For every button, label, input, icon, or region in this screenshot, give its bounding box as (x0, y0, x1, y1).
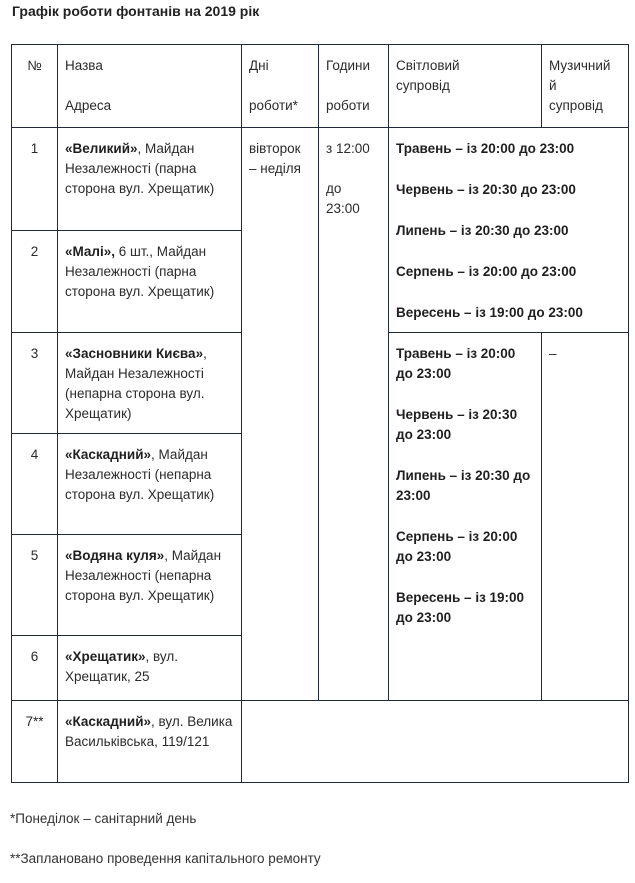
row-num: 5 (12, 535, 58, 636)
fountain-address: , Майдан Незалежності (непарна сторона вул. Хрещатик) (65, 447, 215, 502)
light-line: Травень – із 20:00 до 23:00 (396, 346, 516, 381)
header-hours (319, 45, 389, 128)
fountain-address: , вул. Хрещатик, 25 (65, 649, 178, 684)
fountain-cell (58, 434, 242, 535)
fountain-name: «Каскадний» (65, 714, 152, 729)
fountain-name: «Каскадний» (65, 447, 152, 462)
fountain-address: , Майдан Незалежності (непарна сторона вул. Хрещатик) (65, 548, 222, 603)
fountain-address: , Майдан Незалежності (парна сторона вул. Хрещатик) (65, 141, 215, 196)
hours-from: з 12:00 (326, 141, 370, 156)
header-light-2: супровід (396, 78, 450, 93)
fountain-name: «Водяна куля» (65, 548, 165, 563)
footnote-monday: *Понеділок – санітарний день (10, 811, 197, 826)
fountain-cell (58, 636, 242, 701)
fountain-schedule-table (11, 44, 629, 783)
header-days-2: роботи* (249, 98, 298, 113)
light-line: Вересень – із 19:00 до 23:00 (396, 590, 525, 625)
row-num: 6 (12, 636, 58, 701)
header-hours-1: Години (326, 58, 371, 73)
fountain-name: «Великий» (65, 141, 138, 156)
days-cell: вівторок – неділя (242, 128, 319, 701)
light-line: Серпень – із 20:00 до 23:00 (396, 529, 518, 564)
table-row (12, 701, 629, 783)
empty-cell (242, 701, 629, 783)
light-line: Червень – із 20:30 до 23:00 (396, 182, 576, 197)
light-line: Вересень – із 19:00 до 23:00 (396, 305, 583, 320)
row-num: 3 (12, 333, 58, 434)
fountain-cell (58, 701, 242, 783)
header-music-2: й (549, 78, 557, 93)
hours-to-2: 23:00 (326, 201, 360, 216)
header-music-3: супровід (549, 98, 603, 113)
page-title: Графік роботи фонтанів на 2019 рік (12, 3, 260, 19)
hours-to-1: до (326, 181, 342, 196)
header-light-1: Світловий (396, 58, 460, 73)
hours-cell (319, 128, 389, 701)
table-header-row (12, 45, 629, 128)
row-num: 2 (12, 231, 58, 333)
table-row (12, 128, 629, 231)
fountain-cell (58, 333, 242, 434)
light-line: Червень – із 20:30 до 23:00 (396, 407, 518, 442)
light-line: Липень – із 20:30 до 23:00 (396, 223, 569, 238)
header-music-1: Музичний (549, 58, 611, 73)
header-days-1: Дні (249, 58, 269, 73)
fountain-name: «Засновники Києва» (65, 346, 204, 361)
music-cell-group-2: – (542, 333, 629, 701)
light-line: Травень – із 20:00 до 23:00 (396, 141, 575, 156)
header-name: Назва (65, 58, 103, 73)
light-cell-group-2 (389, 333, 542, 701)
fountain-cell (58, 231, 242, 333)
light-line: Серпень – із 20:00 до 23:00 (396, 264, 577, 279)
fountain-cell (58, 128, 242, 231)
header-days (242, 45, 319, 128)
fountain-name: «Малі», (65, 244, 116, 259)
header-hours-2: роботи (326, 98, 370, 113)
header-music (542, 45, 629, 128)
fountain-address: , Майдан Незалежності (непарна сторона вул. Хрещатик) (65, 346, 207, 421)
header-address: Адреса (65, 98, 112, 113)
header-name-address (58, 45, 242, 128)
header-light (389, 45, 542, 128)
fountain-address: , вул. Велика Васильківська, 119/121 (65, 714, 233, 749)
header-num: № (12, 45, 58, 128)
footnote-repair: **Заплановано проведення капітального ремонту (10, 851, 321, 866)
fountain-cell (58, 535, 242, 636)
row-num: 4 (12, 434, 58, 535)
row-num: 1 (12, 128, 58, 231)
row-num: 7** (12, 701, 58, 783)
fountain-name: «Хрещатик» (65, 649, 146, 664)
light-cell-group-1 (389, 128, 629, 333)
fountain-address: 6 шт., Майдан Незалежності (парна сторона вул. Хрещатик) (65, 244, 215, 299)
light-line: Липень – із 20:30 до 23:00 (396, 468, 531, 503)
